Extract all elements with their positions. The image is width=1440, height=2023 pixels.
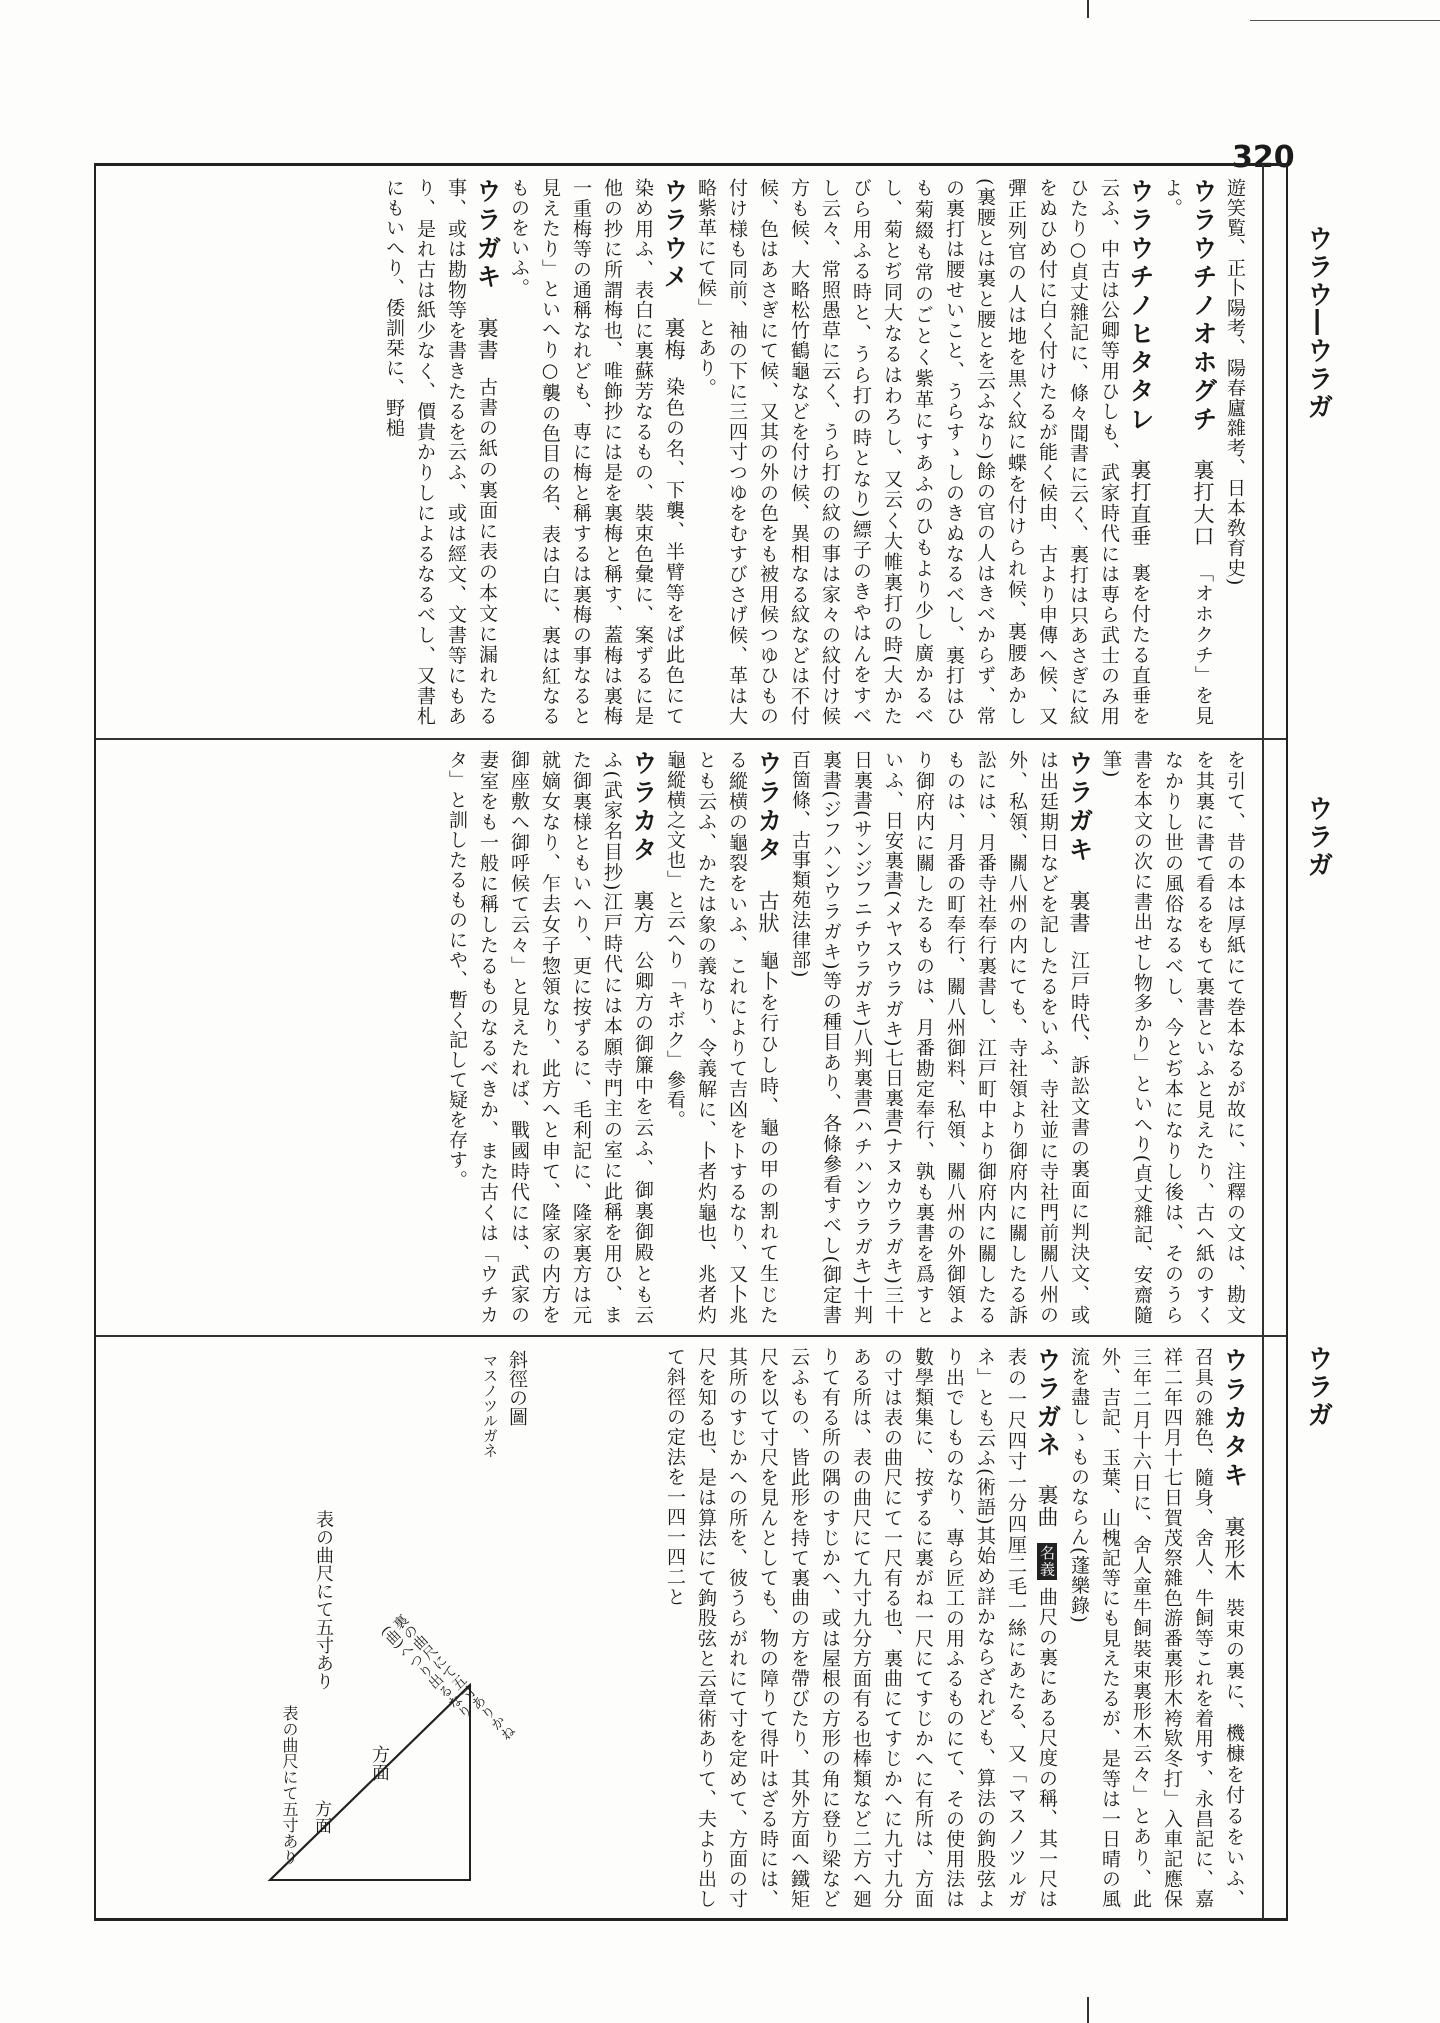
entry-body: 龜卜を行ひし時、龜の甲の割れて生じたる縱横の龜裂をいふ、これによりて吉凶をトするなり、又卜兆とも云ふ、かたは象の義なり、令義解に、卜者灼龜也、兆者灼龜縱横之文也」と云へり「キボク」參看。 [664,750,779,1325]
entry-head: ウラウチノオホグチ [1189,178,1218,435]
entry-kanji: 裏形木 [1222,1515,1246,1582]
figure-label-left-small: 方面 [311,1800,331,1834]
figure-label-diagonal: 裏の曲尺にて五寸ありかね(曲)へつり出るなり [377,1611,518,1744]
entry-uragaki-1 [378,178,503,726]
middle-continuation: を引て、昔の本は厚紙にて巻本なるが故に、注釋の文は、勘文を其裏に書て看るをもて裏書といふと見えたり、古へ紙のすくなかりし世の風俗なるべし、今とぢ本になりし後は、そのうら書を本文の次に書出せし物多かり」といへり(貞丈雜記、安齋隨筆) [1100,750,1246,1325]
entry-head: ウラカタ [754,750,783,866]
entry-head: ウラカタキ [1220,1347,1249,1491]
section-divider-lower [96,1335,1286,1337]
diagonal-diagram [250,1345,550,1915]
entry-urauchi-no-ohoguchi [1156,178,1219,726]
entry-body: 「オホクチ」を見よ。 [1161,178,1214,726]
entry-kanji: 裏方 [631,890,655,935]
entry-head: ウラガキ [473,178,502,293]
figure-label-top: 表の曲尺にて五寸あり [313,1510,334,1690]
entry-kanji: 古狀 [756,890,780,935]
entry-body: 古書の紙の裏面に表の本文に漏れたる事、或は勘物等を書きたるを云ふ、或は經文、文書等にもあり、是れ古は紙少なく、價貴かりしによるなるべし、又書札にもいへり、倭訓栞に、野槌 [383,178,498,726]
entry-body: 裝束の裏に、機槺を付るをいふ、召具の雜色、隨身、舍人、牛飼等これを着用す、永昌記に、嘉祥二年四月十七日賀茂祭雜色游番裏形木袴欵冬打」入車記應保三年二月十六日に、舍人童牛飼裝束裏形木云々」とあり、此外、吉記、玉葉、山槐記等にも見えたるが、是等は一日晴の風流を盡しゝものならん(蓬樂錄) [1068,1347,1245,1909]
entry-uraume [503,178,690,726]
bottom-section [555,1347,1250,1909]
term-tag: 名義 [1038,1545,1056,1578]
entry-urauchi-no-hitatare [690,178,1156,726]
page-number: 320 [1232,140,1295,175]
running-head-top: ウラウ―ウラガ [1303,225,1333,421]
figure-label-left: 表の曲尺にて五寸あり [280,1705,299,1865]
middle-section [110,750,1250,1325]
bottom-tick-rule [1087,1997,1089,2023]
figure-label-center: 方面 [369,1745,390,1781]
entry-urakataki [1063,1347,1250,1909]
entry-kanji: 裏曲 [1035,1483,1059,1528]
entry-head: ウラガネ [1033,1347,1062,1460]
running-head-bottom: ウラガ [1303,1345,1333,1429]
entry-urakata-1 [659,750,784,1325]
entry-head: ウラウチノヒタタレ [1126,178,1155,435]
running-head-middle: ウラガ [1303,795,1333,879]
top-section [110,178,1250,726]
running-head-rule [1262,165,1264,1919]
entry-body: 曲尺の裏にある尺度の稱、其一尺は表の一尺四寸一分四厘二毛一絲にあたる、又「マスノツルガネ」とも云ふ(術語)其始め詳かならざれども、算法の鉤股弦より出でしものなり、專ら匠工の用ふるものにて、その使用法は數學類集に、按ずるに裏がね一尺にてすじかへに有所は、方面の寸は表の曲尺にて一尺有る也、裏曲にてすじかへに九寸九分ある所は、表の曲尺にて九寸九分方面有る也棒類など二方へ廻りて有る所の隅のすじかへ、或は屋根の方形の角に登り梁など云ふもの、皆此形を持て裏曲の方を帶びたり、其外方面へ鐵矩尺を以て寸尺を見んとしても、物の障りて得叶はざる時には、其所のすじかへの所を、彼うらがれにて寸を定めて、方面の寸尺を知る也、是は算法にて鉤股弦と云章術ありて、夫より出して斜徑の定法を一四一四二と [664,1347,1058,1909]
entry-head: ウラガキ [1065,750,1094,866]
entry-body: 江戸時代、訴訟文書の裏面に判決文、或は出廷期日などを記したるをいふ、寺社並に寺社門前關八州の外、私領、關八州の内にても、寺社領より御府内に關したる訴訟には、月番寺社奉行裏書し、江戸町中より御府内に關したるものは、月番の町奉行、關八州御料、私領、關八州の外御領より御府内に關したるものは、月番勘定奉行、孰も裏書を爲すといふ、日安裏書(メヤスウラガキ)七日裏書(ナヌカウラガキ)三十日裏書(サンジフニチウラガキ)八判裏書(ハチハンウラガキ)十判裏書(ジフハンウラガキ)等の種目あり、各條參看すべし(御定書百箇條、古事類苑法律部) [789,750,1090,1325]
entry-head: ウラカタ [629,750,658,866]
figure-title-reading: マスノツルガネ [481,1353,499,1458]
top-continuation: 遊笑覧、正卜陽考、陽春廬雜考、日本敎育史) [1224,178,1246,587]
figure-title: 斜徑の圖 [506,1350,528,1426]
top-tick-rule [1087,0,1089,18]
entry-body: 染色の名、下襲、半臂等をば此色にて染め用ふ、表白に裏蘇芳なるもの、裝束色彙に、案ずるに是他の抄に所謂梅也、唯飾抄には是を裏梅と稱す、蓋梅は裏梅一重梅等の通稱なれども、専に梅と稱するは裏梅の事なると見えたり」といへり○襲の色目の名、表は白に、裏は紅なるものをいふ。 [508,178,685,726]
entry-kanji: 裏書 [1067,890,1091,935]
section-divider-upper [96,738,1286,740]
top-edge-line [1250,20,1440,21]
entry-kanji: 裏打直垂 [1128,458,1152,547]
entry-head: ウラウメ [660,178,689,293]
entry-uragaki-2 [784,750,1095,1325]
entry-kanji: 裏書 [475,316,499,361]
entry-kanji: 裏打大口 [1191,458,1215,547]
entry-body: 裏を付たる直垂を云ふ、中古は公卿等用ひしも、武家時代には専ら武士のみ用ひたり○貞丈雜記に、條々聞書に云く、裏打は只あさぎに紋をぬひめ付に白く付けたるが能く候由、古より申傳へ候、又彈正列官の人は地を黒く紋に蝶を付けられ候、裏腰あかし(裏腰とは裏と腰とを云ふなり)餘の官の人はきべからず、常の裏打は腰せいこと、うらすゝしのきぬなるべし、裏打はひも菊綴も常のごとく紫革にすあふのひもより少し廣かるべし、菊とぢ同大なるはわろし、又云く大帷裏打の時(大かたびら用ふる時と、うら打の時となり)縹子のきやはんをすべし云々、常照愚草に云く、うら打の紋の事は家々の紋付け候方も候、大略松竹鶴龜などを付け候、異相なる紋などは不付候、色はあさぎにて候、又其の外の色をも被用候つゆひもの付け様も同前、袖の下に三四寸つゆをむすびさげ候、革は大略紫革にて候」とあり。 [695,178,1151,726]
entry-kanji: 裏梅 [662,316,686,361]
entry-urakata-2 [441,750,659,1325]
entry-body: 公卿方の御簾中を云ふ、御裏御殿とも云ふ(武家名目抄)江戸時代には本願寺門主の室に此稱を用ひ、また御裏様ともいへり、更に按ずるに、毛利記に、隆家裏方は元就嫡女なり、乍去女子惣領なり、此方へと申て、隆家の内方を御座敷へ御呼候て云々」と見えたれば、戰國時代には、武家の妻室をも一般に稱したるものなるべきか、また古くは「ウチカタ」と訓したるものにや、暫く記して疑を存す。 [446,750,654,1325]
entry-uragane [659,1347,1063,1909]
